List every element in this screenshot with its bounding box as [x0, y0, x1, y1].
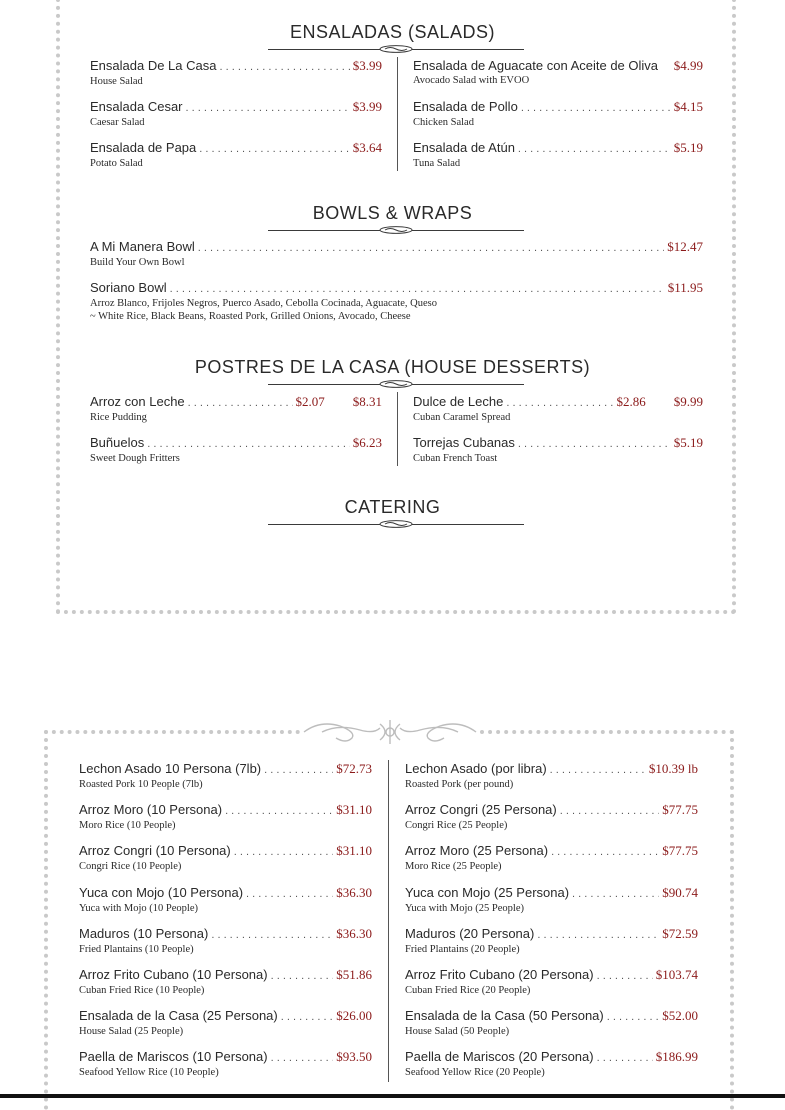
catering-item [405, 967, 698, 1001]
menu-item [90, 239, 703, 273]
leader-dots [607, 1009, 660, 1025]
item-subtitle-english: ~ White Rice, Black Beans, Roasted Pork, Grilled Onions, Avocado, Cheese [90, 311, 411, 322]
item-subtitle: Roasted Pork (per pound) [405, 779, 514, 790]
item-price: $4.99 [673, 58, 703, 73]
leader-dots [186, 100, 350, 116]
item-price: $186.99 [655, 1049, 698, 1065]
item-subtitle: Cuban Fried Rice (20 People) [405, 985, 531, 996]
item-name: Ensalada de la Casa (25 Persona) [79, 1008, 278, 1024]
menu-item [90, 99, 382, 133]
item-price: $6.23 [352, 435, 382, 450]
leader-dots [219, 59, 349, 75]
leader-dots [281, 1009, 334, 1025]
item-price: $12.47 [667, 239, 703, 254]
catering-item [405, 843, 698, 877]
leader-dots [518, 436, 671, 452]
item-price: $3.99 [352, 99, 382, 114]
scroll-ornament-icon [379, 520, 413, 528]
item-price: $77.75 [662, 802, 698, 818]
item-price-large: $9.99 [673, 394, 703, 409]
item-subtitle: Seafood Yellow Rice (10 People) [79, 1067, 219, 1079]
menu-item [413, 99, 703, 133]
item-name: Lechon Asado (por libra) [405, 761, 547, 776]
item-subtitle: Moro Rice (10 People) [79, 820, 176, 832]
leader-dots [560, 803, 660, 819]
leader-dots [147, 436, 350, 452]
leader-dots [550, 762, 646, 778]
leader-dots [271, 1050, 334, 1066]
catering-item [79, 761, 372, 795]
item-subtitle: House Salad (50 People) [405, 1026, 510, 1038]
menu-item [413, 140, 703, 174]
catering-item [405, 885, 698, 919]
leader-dots [518, 141, 671, 157]
item-price-large: $8.31 [352, 394, 382, 409]
item-subtitle: House Salad [90, 76, 143, 87]
item-name: Ensalada de Pollo [413, 99, 518, 114]
item-subtitle: Fried Plantains (10 People) [79, 943, 194, 955]
catering-item [405, 1049, 698, 1083]
item-name: Ensalada De La Casa [90, 58, 217, 73]
item-price: $72.59 [662, 925, 698, 941]
menu-item [90, 58, 382, 92]
bowls-title: BOWLS & WRAPS [312, 203, 473, 223]
catering-item [79, 885, 372, 919]
item-name: Arroz Frito Cubano (10 Persona) [79, 967, 268, 982]
item-name: Ensalada Cesar [90, 99, 183, 114]
leader-dots [199, 141, 349, 157]
item-name: Yuca con Mojo (10 Persona) [79, 884, 244, 900]
item-name: Yuca con Mojo (25 Persona) [405, 884, 570, 900]
menu-item [90, 394, 382, 428]
item-price: $3.99 [352, 58, 382, 73]
item-subtitle: Avocado Salad with EVOO [413, 75, 530, 86]
item-name: Lechon Asado 10 Persona (7lb) [79, 761, 262, 776]
menu-item [413, 435, 703, 469]
catering-item [79, 802, 372, 836]
desserts-column-divider [397, 392, 398, 466]
leader-dots [271, 968, 334, 984]
item-price: $26.00 [336, 1008, 372, 1024]
page-bottom-edge [0, 1094, 785, 1098]
item-subtitle: Roasted Pork 10 People (7lb) [79, 779, 203, 790]
catering-item [79, 926, 372, 960]
item-subtitle: Congri Rice (25 People) [405, 820, 508, 832]
item-name: Dulce de Leche [413, 394, 504, 409]
item-subtitle: Arroz Blanco, Frijoles Negros, Puerco Asado, Cebolla Cocinada, Aguacate, Queso [90, 298, 437, 309]
item-name: Arroz Moro (10 Persona) [79, 802, 223, 818]
item-subtitle: Sweet Dough Fritters [90, 453, 180, 464]
salads-title: ENSALADAS (SALADS) [289, 22, 496, 42]
item-price: $31.10 [336, 802, 372, 818]
item-subtitle: Caesar Salad [90, 117, 145, 128]
desserts-title: POSTRES DE LA CASA (HOUSE DESSERTS) [194, 357, 591, 377]
item-name: Paella de Mariscos (20 Persona) [405, 1049, 594, 1065]
catering-item [79, 1008, 372, 1042]
salads-column-divider [397, 57, 398, 171]
leader-dots [211, 927, 333, 943]
flourish-ornament-icon [300, 716, 480, 748]
leader-dots [170, 281, 665, 297]
item-name: Soriano Bowl [90, 280, 167, 295]
leader-dots [506, 395, 613, 411]
leader-dots [597, 1050, 653, 1066]
item-price: $2.86 [616, 394, 646, 409]
item-price: $11.95 [667, 280, 703, 295]
item-subtitle: Seafood Yellow Rice (20 People) [405, 1067, 545, 1079]
item-subtitle: Rice Pudding [90, 412, 147, 423]
menu-item [90, 280, 703, 330]
item-name: Ensalada de la Casa (50 Persona) [405, 1008, 604, 1024]
item-name: Buñuelos [90, 435, 145, 450]
panel-top-border-left [44, 730, 300, 734]
leader-dots [264, 762, 333, 778]
menu-item [90, 435, 382, 469]
item-price: $51.86 [336, 967, 372, 982]
item-name: Maduros (10 Persona) [79, 925, 209, 941]
item-price: $10.39 lb [648, 761, 698, 776]
leader-dots [551, 844, 659, 860]
catering-item [405, 761, 698, 795]
panel-top-border-right [480, 730, 734, 734]
catering-column-divider [388, 760, 389, 1082]
item-name: Ensalada de Aguacate con Aceite de Oliva [413, 58, 659, 73]
item-price: $52.00 [662, 1008, 698, 1024]
item-price: $103.74 [655, 967, 698, 982]
item-name: Arroz con Leche [90, 394, 185, 409]
item-subtitle: Potato Salad [90, 158, 143, 169]
leader-dots [198, 240, 664, 256]
item-subtitle: Cuban French Toast [413, 453, 498, 464]
item-price: $36.30 [336, 884, 372, 900]
leader-dots [188, 395, 293, 411]
item-price: $72.73 [336, 761, 372, 776]
item-subtitle: Cuban Caramel Spread [413, 412, 511, 423]
item-name: Maduros (20 Persona) [405, 925, 535, 941]
item-subtitle: Congri Rice (10 People) [79, 861, 182, 873]
menu-item [413, 394, 703, 428]
menu-item [90, 140, 382, 174]
item-subtitle: Chicken Salad [413, 117, 474, 128]
item-subtitle: Moro Rice (25 People) [405, 861, 502, 873]
item-price: $5.19 [673, 140, 703, 155]
item-price: $31.10 [336, 843, 372, 859]
item-subtitle: Fried Plantains (20 People) [405, 943, 520, 955]
item-subtitle: Yuca with Mojo (10 People) [79, 902, 198, 914]
item-name: Arroz Congri (25 Persona) [405, 802, 557, 818]
leader-dots [521, 100, 671, 116]
item-name: Arroz Frito Cubano (20 Persona) [405, 967, 594, 982]
leader-dots [246, 886, 333, 902]
item-price: $90.74 [662, 884, 698, 900]
catering-title: CATERING [344, 497, 441, 517]
item-price: $4.15 [673, 99, 703, 114]
catering-item [79, 967, 372, 1001]
scroll-ornament-icon [379, 45, 413, 53]
item-price: $5.19 [673, 435, 703, 450]
item-price: $3.64 [352, 140, 382, 155]
item-subtitle: House Salad (25 People) [79, 1026, 184, 1038]
catering-item [405, 926, 698, 960]
item-name: Arroz Moro (25 Persona) [405, 843, 549, 859]
item-name: Arroz Congri (10 Persona) [79, 843, 231, 859]
item-name: A Mi Manera Bowl [90, 239, 195, 254]
item-subtitle: Yuca with Mojo (25 People) [405, 902, 524, 914]
leader-dots [537, 927, 659, 943]
leader-dots [225, 803, 333, 819]
catering-item [79, 1049, 372, 1083]
catering-item [405, 1008, 698, 1042]
leader-dots [597, 968, 653, 984]
item-subtitle: Tuna Salad [413, 158, 461, 169]
item-name: Paella de Mariscos (10 Persona) [79, 1049, 268, 1065]
item-price: $77.75 [662, 843, 698, 859]
item-subtitle: Cuban Fried Rice (10 People) [79, 985, 205, 996]
scroll-ornament-icon [379, 380, 413, 388]
leader-dots [572, 886, 659, 902]
item-price: $36.30 [336, 925, 372, 941]
leader-dots [234, 844, 334, 860]
item-subtitle: Build Your Own Bowl [90, 257, 185, 268]
catering-item [79, 843, 372, 877]
item-name: Ensalada de Papa [90, 140, 197, 155]
menu-item [413, 58, 703, 92]
scroll-ornament-icon [379, 226, 413, 234]
item-price: $93.50 [336, 1049, 372, 1065]
catering-item [405, 802, 698, 836]
item-name: Ensalada de Atún [413, 140, 515, 155]
item-price: $2.07 [295, 394, 325, 409]
item-name: Torrejas Cubanas [413, 435, 515, 450]
